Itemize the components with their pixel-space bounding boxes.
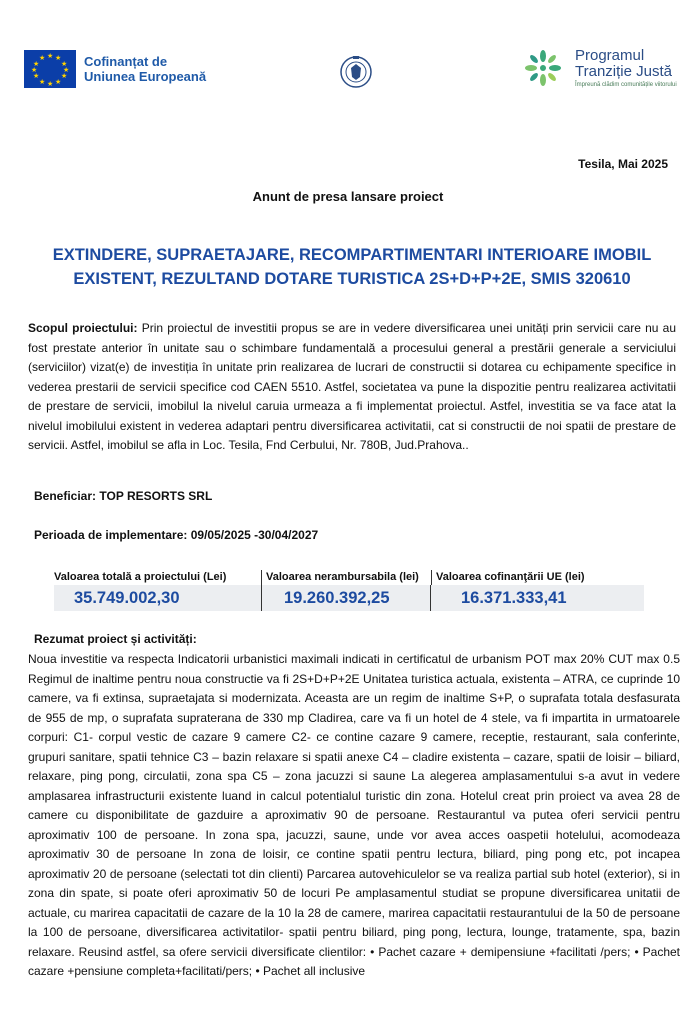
eu-cofinancing-value-label: Valoarea cofinanţării UE (lei) [431, 570, 636, 585]
period-value: 09/05/2025 -30/04/2027 [190, 528, 319, 542]
summary-paragraph: Noua investitie va respecta Indicatorii urbanistici maximali indicati in certificatul de urbanism POT max 20% CUT max 0.5 Regimul de inaltime pentru noua constructie va fi 2S+D+P+2E Unitatea turistica actuala, existenta – ATRA, ce cuprinde 10 camere, va fi extinsa, supraetajata si modernizata. Aceasta are un regim de inaltime S+P, o suprafata totala desfasurata de 955 de mp, o suprafata supraterana de 330 mp Cladirea, care va fi un hotel de 4 stele, va fi impartita in urmatoarele corpuri: C1- corpul vestic de cazare 9 camere C2- ce contine cazare 9 camere, receptie, restaurant, sala conferinte, grupuri sanitare, spatii tehnice C3 – bazin relaxare si spatii anexe C4 – cladire existenta – cazare, spatii de loisir – biliard, relaxare, ping pong, circulatii, zona spa C5 – zona jacuzzi si saune La alegerea amplasamentului s-a avut in vedere amplasarea infrastructurii existente luand in calcul potentialul turistic din zona. Hotelul creat prin proiect va avea 28 de camere cu disponibilitate de gazduire a aproximativ 90 de persoane. Restaurantul va putea oferi servicii pentru aproximativ 100 de persoane. In zona spa, jacuzzi, saune, unde vor avea acces oaspetii hotelului, acomodeaza aproximativ 30 de persoane In zona de loisir, ce contine spatii pentru lectura, biliard, ping pong etc, pot incapea aproximativ 20 de persoane (selectati tot din clienti) Parcarea autovehiculelor se va realiza partial sub hotel (exterior), si in zona din spate, si poate oferi aproximativ 50 de locuri Pe amplasamentul studiat se propune diversificarea unitatii de actuale, cu marirea capacitatii de cazare de la 10 la 28 de camere, marirea capacitatii restaurantului de la 50 de persoane la 100 de persoane, diversificarea activitatilor- spatii pentru biliard, ping pong, lectura, lounge, tratamente, spa, bazin relaxare. Reusind astfel, sa ofere servicii diversificate clientilor: • Pachet cazare + demipensiune +facilitati /pers; • Pachet cazare +pensiune completa+facilitati/pers; • Pachet all inclusive [28, 652, 680, 978]
eu-flag-icon: ★ ★ ★ ★ ★ ★ ★ ★ ★ ★ ★ ★ [24, 50, 76, 88]
project-values-table [54, 570, 644, 611]
eu-logo-text [84, 54, 206, 84]
eu-logo-line1: Cofinanțat de [84, 54, 168, 69]
just-transition-program-logo [519, 48, 677, 88]
place-date: Tesila, Mai 2025 [578, 157, 668, 171]
beneficiary-line [34, 489, 212, 503]
document-header [0, 0, 696, 110]
program-leaf-icon [519, 48, 567, 88]
program-logo-text [575, 48, 677, 88]
program-tagline: Împreună clădim comunitățile viitorului [575, 82, 677, 88]
project-title-line2: EXISTENT, REZULTAND DOTARE TURISTICA 2S+D+P+2E, SMIS 320610 [73, 270, 631, 288]
eu-logo-line2: Uniunea Europeană [84, 69, 207, 84]
project-title-line1: EXTINDERE, SUPRAETAJARE, RECOMPARTIMENTARI INTERIOARE IMOBIL [52, 246, 652, 264]
values-header-row [54, 570, 644, 585]
romanian-government-seal-icon [340, 52, 372, 92]
scope-label: Scopul proiectului: [28, 321, 138, 335]
total-value-label: Valoarea totală a proiectului (Lei) [54, 571, 227, 583]
nonrefundable-value-amount: 19.260.392,25 [261, 585, 430, 611]
scope-paragraph [28, 319, 676, 456]
beneficiary-label: Beneficiar: [34, 489, 97, 503]
total-value-amount: 35.749.002,30 [74, 589, 180, 607]
period-label: Perioada de implementare: [34, 528, 188, 542]
eu-cofinancing-logo [24, 50, 206, 88]
beneficiary-value: TOP RESORTS SRL [99, 489, 213, 503]
values-amount-row [54, 585, 644, 611]
program-name-line1: Programul [575, 47, 645, 64]
eu-cofinancing-value-amount: 16.371.333,41 [430, 585, 634, 611]
nonrefundable-value-label: Valoarea nerambursabila (lei) [261, 570, 431, 585]
scope-text: Prin proiectul de investitii propus se are in vedere diversificarea unei unități prin servicii care nu au fost prestate anterior în unitate sau o schimbare fundamentală a procesului general a prestării generale a serviciului (serviciilor) vizat(e) de investiția în unitate prin realizarea de lucrari de constructii si dotarea cu echipamente specifice in vederea prestarii de servicii specifice cod CAEN 5510. Astfel, societatea va pune la dispozitie pentru realizarea activitatii de prestare de servicii, imobilul la nivelul caruia urmeaza a fi implementat proiectul. Astfel, investitia se va face atat la nivelul imobilului existent in vederea adaptari pentru diversificarea activitatii, cat si constructii de noi spatii de prestare de servicii. Astfel, imobilul se afla in Loc. Tesila, Fnd Cerbului, Nr. 780B, Jud.Prahova.. [28, 321, 676, 452]
program-name-line2: Tranziție Justă [575, 63, 672, 80]
summary-heading: Rezumat proiect și activități: [34, 632, 197, 646]
announcement-heading: Anunt de presa lansare proiect [252, 189, 444, 204]
project-title [28, 243, 676, 291]
implementation-period-line [34, 528, 318, 542]
